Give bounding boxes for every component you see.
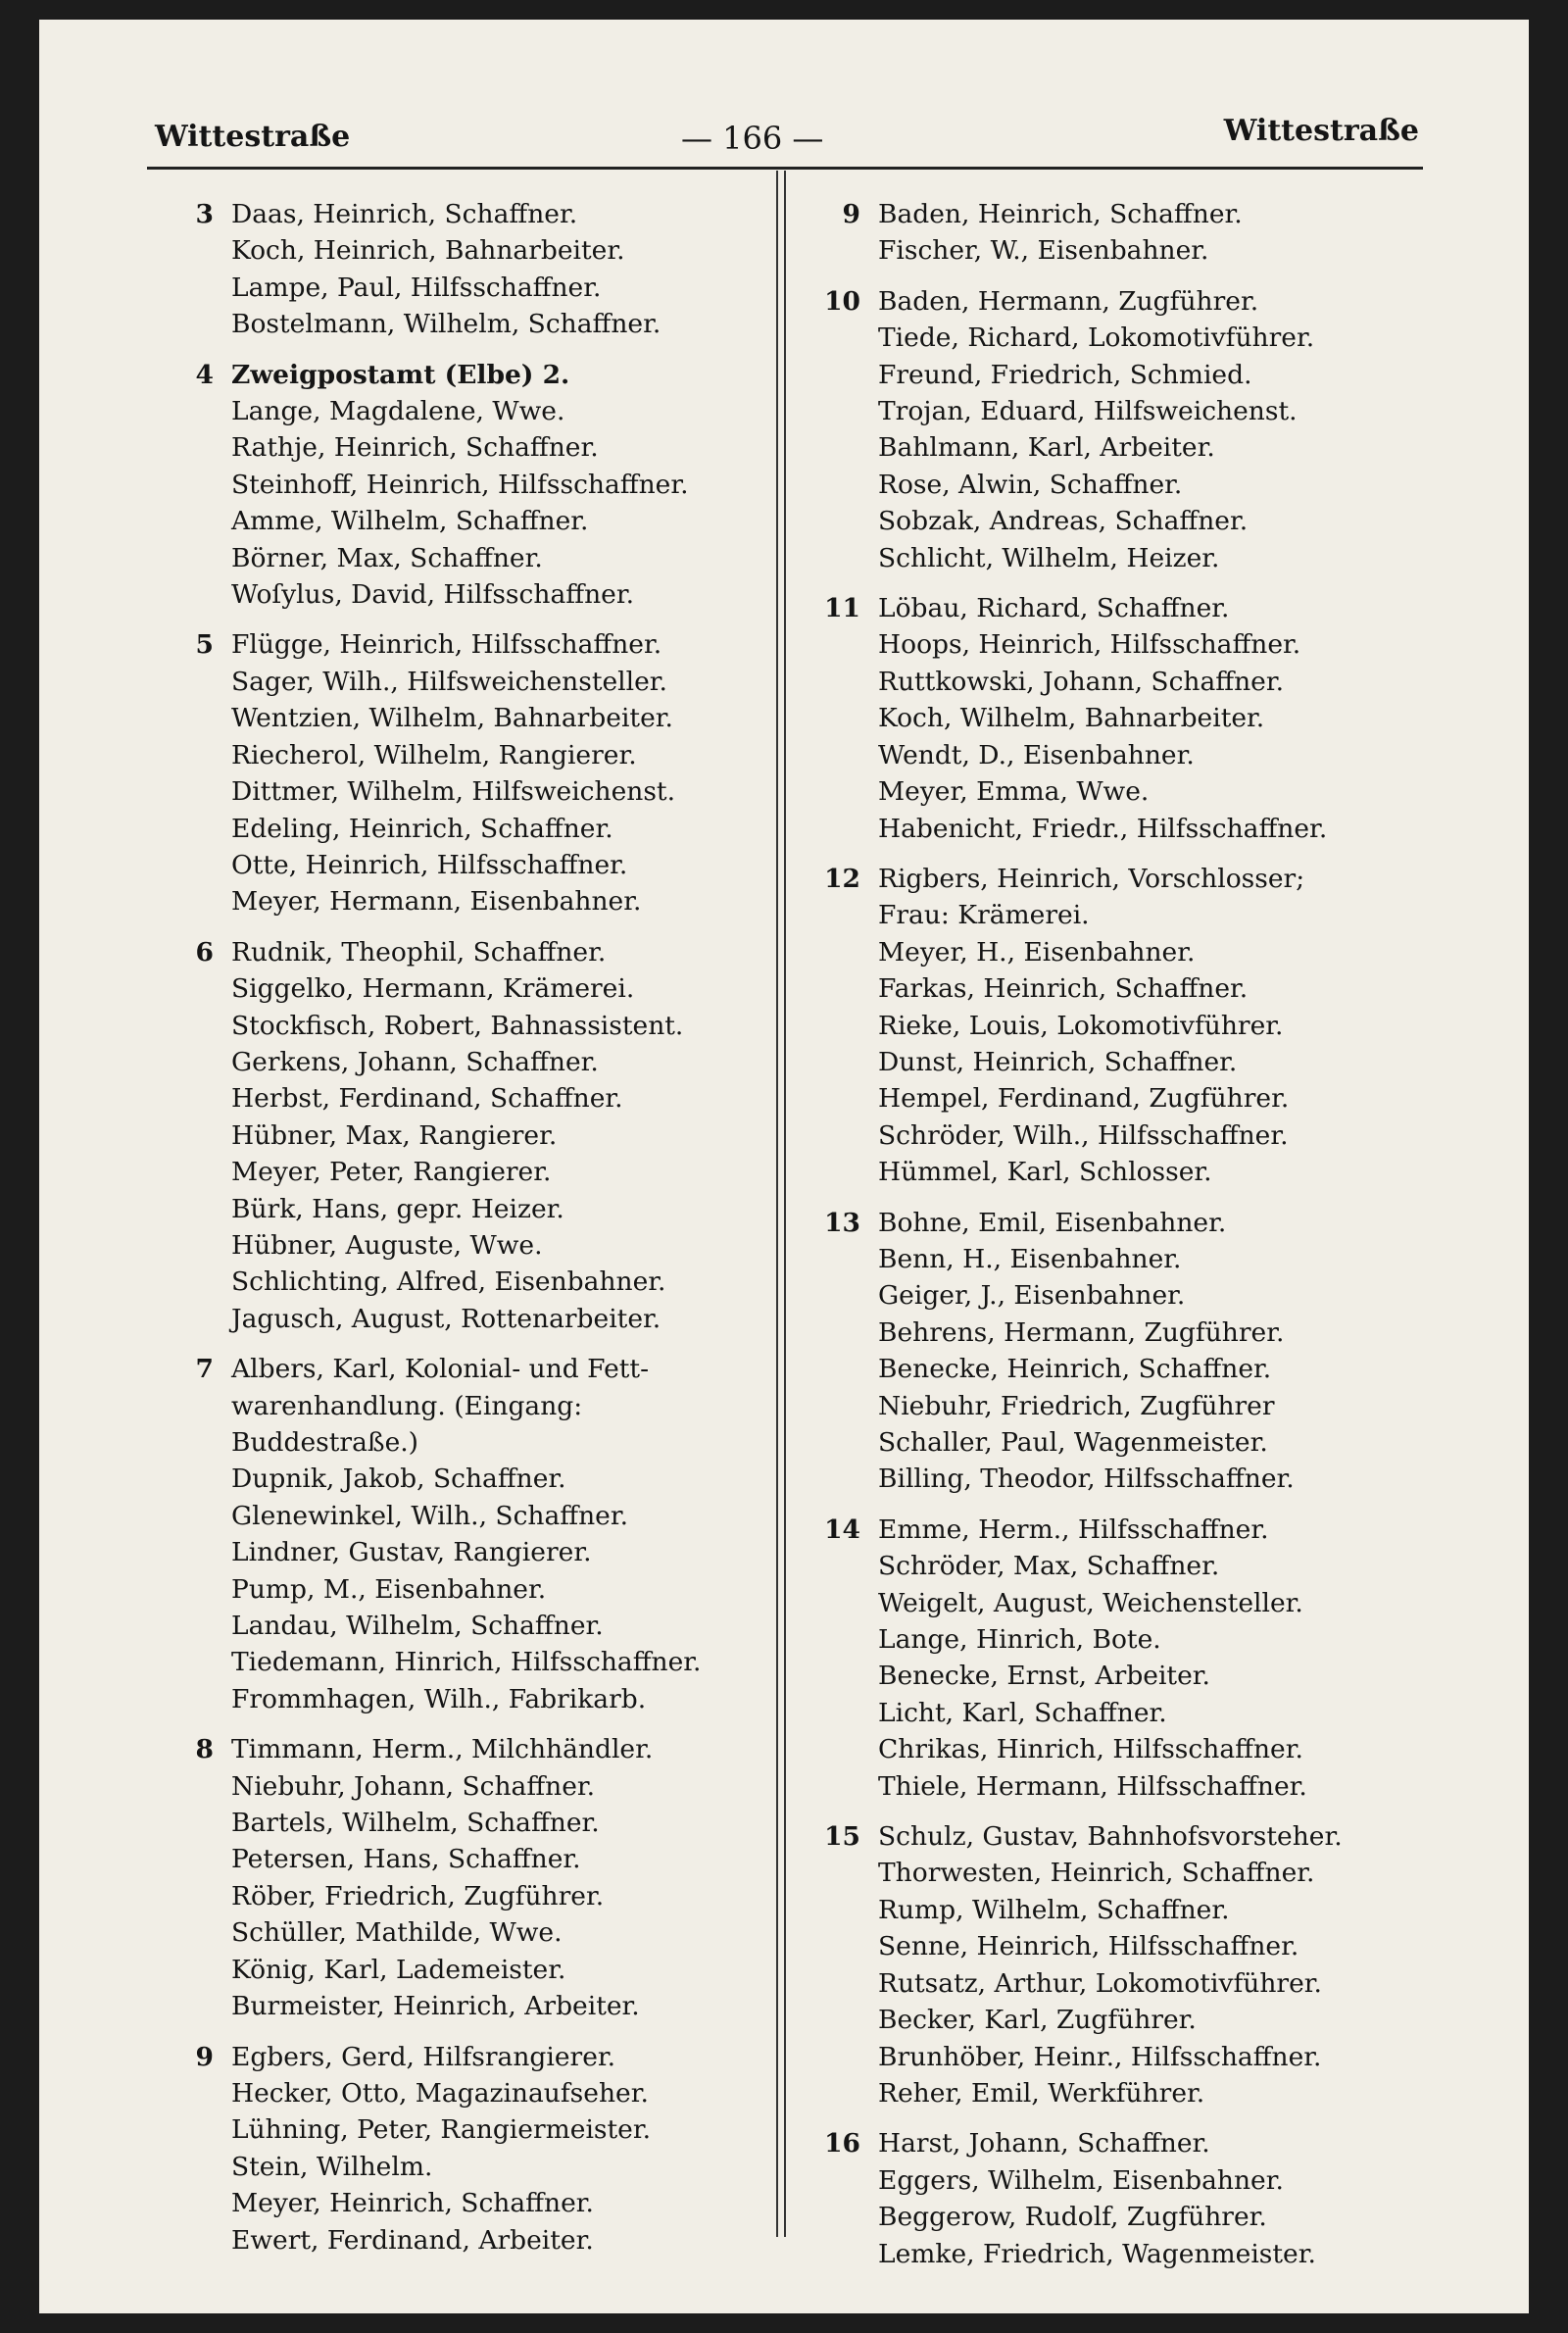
resident-entry xyxy=(821,1117,1448,1154)
resident-text: Schaller, Paul, Wagenmeister. xyxy=(878,1427,1268,1458)
resident-entry xyxy=(821,1731,1448,1767)
resident-text: Geiger, J., Eisenbahner. xyxy=(878,1280,1186,1312)
resident-text: Hübner, Max, Rangierer. xyxy=(231,1119,558,1151)
resident-entry xyxy=(821,2039,1448,2075)
house-number: 9 xyxy=(195,2041,214,2072)
resident-entry xyxy=(174,1301,802,1337)
house-number-block xyxy=(174,934,802,1337)
resident-entry xyxy=(821,811,1448,847)
resident-text: Koch, Heinrich, Bahnarbeiter. xyxy=(231,235,625,267)
house-number: 11 xyxy=(824,593,860,624)
resident-text: Harst, Johann, Schaffner. xyxy=(878,2128,1210,2159)
house-number: 3 xyxy=(195,199,214,229)
resident-entry xyxy=(821,590,1448,626)
resident-text: Bahlmann, Karl, Arbeiter. xyxy=(878,432,1215,464)
resident-text: Tiedemann, Hinrich, Hilfsschaffner. xyxy=(231,1647,702,1678)
resident-entry xyxy=(821,2199,1448,2235)
resident-text: Hempel, Ferdinand, Zugführer. xyxy=(878,1083,1290,1115)
resident-entry xyxy=(174,1461,802,1497)
resident-entry xyxy=(821,357,1448,393)
house-number-block xyxy=(821,2125,1448,2272)
resident-text: Dupnik, Jakob, Schaffner. xyxy=(231,1464,566,1495)
resident-entry xyxy=(821,1424,1448,1461)
resident-text: Thiele, Hermann, Hilfsschaffner. xyxy=(878,1770,1307,1802)
resident-entry xyxy=(821,664,1448,700)
resident-entry xyxy=(821,1241,1448,1277)
resident-entry xyxy=(821,1658,1448,1694)
resident-text: Fischer, W., Eisenbahner. xyxy=(878,235,1209,267)
resident-text: Burmeister, Heinrich, Arbeiter. xyxy=(231,1991,640,2022)
resident-entry xyxy=(821,1512,1448,1548)
resident-text: Rieke, Louis, Lokomotivführer. xyxy=(878,1010,1284,1041)
resident-entry xyxy=(174,196,802,232)
house-number: 6 xyxy=(195,936,214,968)
resident-entry xyxy=(821,1965,1448,2002)
resident-entry xyxy=(821,540,1448,576)
resident-entry xyxy=(174,1571,802,1608)
resident-entry xyxy=(174,1388,802,1424)
resident-text: Meyer, Peter, Rangierer. xyxy=(231,1157,552,1188)
resident-entry xyxy=(821,1351,1448,1387)
resident-entry xyxy=(821,196,1448,232)
resident-entry xyxy=(821,1768,1448,1805)
resident-text: Buddestraße.) xyxy=(231,1427,419,1458)
resident-text: Steinhoff, Heinrich, Hilfsschaffner. xyxy=(231,469,689,500)
resident-entry xyxy=(821,737,1448,773)
resident-text: Meyer, Hermann, Eisenbahner. xyxy=(231,886,642,918)
resident-entry xyxy=(174,1117,802,1154)
resident-entry xyxy=(174,306,802,342)
resident-entry xyxy=(174,1534,802,1570)
resident-text: Sager, Wilh., Hilfsweichensteller. xyxy=(231,666,667,697)
resident-entry xyxy=(821,1621,1448,1658)
house-number: 8 xyxy=(195,1734,214,1765)
house-number: 15 xyxy=(824,1821,860,1853)
resident-text: Schüller, Mathilde, Wwe. xyxy=(231,1917,563,1949)
resident-text: Röber, Friedrich, Zugführer. xyxy=(231,1880,605,1911)
resident-text: König, Karl, Lademeister. xyxy=(231,1954,566,1985)
resident-entry xyxy=(821,2075,1448,2111)
resident-entry xyxy=(174,2185,802,2221)
resident-text: Gerkens, Johann, Schaffner. xyxy=(231,1046,599,1077)
resident-text: Meyer, Emma, Wwe. xyxy=(878,776,1150,808)
resident-entry xyxy=(821,2002,1448,2038)
house-number-block xyxy=(174,1731,802,2024)
right-column xyxy=(821,196,1448,2286)
house-number-block xyxy=(174,196,802,343)
resident-entry xyxy=(821,1080,1448,1117)
page-number: — 166 — xyxy=(681,120,824,157)
resident-text: Senne, Heinrich, Hilfsschaffner. xyxy=(878,1931,1299,1962)
resident-text: Ewert, Ferdinand, Arbeiter. xyxy=(231,2224,594,2256)
house-number-block xyxy=(821,1512,1448,1805)
resident-entry xyxy=(174,970,802,1007)
resident-text: Schulz, Gustav, Bahnhofsvorsteher. xyxy=(878,1821,1343,1853)
resident-entry xyxy=(174,847,802,883)
resident-entry xyxy=(821,1044,1448,1080)
house-number-block xyxy=(821,196,1448,270)
resident-entry xyxy=(174,429,802,466)
resident-text: Löbau, Richard, Schaffner. xyxy=(878,593,1230,624)
resident-entry xyxy=(174,2075,802,2111)
resident-text: Schlichting, Alfred, Eisenbahner. xyxy=(231,1266,666,1298)
resident-text: Schröder, Max, Schaffner. xyxy=(878,1551,1220,1582)
resident-text: Dittmer, Wilhelm, Hilfsweichenst. xyxy=(231,776,675,808)
resident-entry xyxy=(821,393,1448,429)
resident-entry xyxy=(174,1952,802,1988)
resident-entry xyxy=(174,1805,802,1841)
resident-text: Albers, Karl, Kolonial- und Fett- xyxy=(231,1354,650,1385)
resident-text: Beggerow, Rudolf, Zugführer. xyxy=(878,2202,1267,2233)
resident-text: Licht, Karl, Schaffner. xyxy=(878,1697,1167,1728)
resident-text: Glenewinkel, Wilh., Schaffner. xyxy=(231,1500,629,1531)
resident-text: Börner, Max, Schaffner. xyxy=(231,542,543,573)
resident-text: Hübner, Auguste, Wwe. xyxy=(231,1229,543,1261)
resident-entry xyxy=(821,934,1448,970)
resident-text: Benn, H., Eisenbahner. xyxy=(878,1243,1182,1274)
resident-entry xyxy=(174,883,802,919)
house-number-block xyxy=(174,1351,802,1717)
resident-text: Lindner, Gustav, Rangierer. xyxy=(231,1537,592,1568)
resident-text: Reher, Emil, Werkführer. xyxy=(878,2077,1205,2109)
resident-entry xyxy=(174,1154,802,1190)
running-head-left: Wittestraße xyxy=(155,120,351,154)
resident-text: Sobzak, Andreas, Schaffner. xyxy=(878,506,1249,537)
house-number: 12 xyxy=(824,863,860,894)
resident-text: Meyer, H., Eisenbahner. xyxy=(878,936,1196,968)
resident-text: Habenicht, Friedr., Hilfsschaffner. xyxy=(878,813,1328,844)
resident-entry xyxy=(821,1388,1448,1424)
resident-entry xyxy=(174,2149,802,2185)
resident-entry xyxy=(821,1315,1448,1351)
resident-text: Bürk, Hans, gepr. Heizer. xyxy=(231,1193,564,1224)
house-number: 10 xyxy=(824,285,860,317)
house-number-block xyxy=(821,861,1448,1191)
resident-text: Freund, Friedrich, Schmied. xyxy=(878,359,1252,390)
resident-entry xyxy=(174,773,802,810)
house-number: 16 xyxy=(824,2128,860,2159)
resident-entry xyxy=(174,467,802,503)
resident-text: warenhandlung. (Eingang: xyxy=(231,1390,583,1421)
resident-entry xyxy=(821,1154,1448,1190)
resident-text: Rathje, Heinrich, Schaffner. xyxy=(231,432,599,464)
resident-text: Weigelt, August, Weichensteller. xyxy=(878,1587,1303,1618)
house-number-block xyxy=(174,357,802,614)
left-column xyxy=(174,196,802,2272)
resident-text: Herbst, Ferdinand, Schaffner. xyxy=(231,1083,623,1115)
resident-entry xyxy=(821,1855,1448,1891)
resident-text: Chrikas, Hinrich, Hilfsschaffner. xyxy=(878,1734,1303,1765)
resident-text: Pump, M., Eisenbahner. xyxy=(231,1573,547,1605)
resident-text: Stockfisch, Robert, Bahnassistent. xyxy=(231,1010,684,1041)
resident-text: Lange, Hinrich, Bote. xyxy=(878,1624,1161,1656)
resident-text: Brunhöber, Heinr., Hilfsschaffner. xyxy=(878,2041,1322,2072)
resident-entry xyxy=(821,1008,1448,1044)
resident-text: Eggers, Wilhelm, Eisenbahner. xyxy=(878,2164,1284,2196)
resident-entry xyxy=(174,1878,802,1914)
resident-entry xyxy=(174,1731,802,1767)
resident-entry xyxy=(821,232,1448,269)
resident-entry xyxy=(174,1424,802,1461)
resident-text: Rump, Wilhelm, Schaffner. xyxy=(878,1894,1230,1925)
resident-text: Hümmel, Karl, Schlosser. xyxy=(878,1157,1212,1188)
resident-entry xyxy=(174,737,802,773)
resident-text: Lange, Magdalene, Wwe. xyxy=(231,396,565,427)
resident-entry xyxy=(174,811,802,847)
running-head-right: Wittestraße xyxy=(1223,114,1419,148)
resident-text: Bohne, Emil, Eisenbahner. xyxy=(878,1207,1227,1238)
resident-entry xyxy=(174,1227,802,1264)
resident-entry xyxy=(174,700,802,736)
house-number: 5 xyxy=(195,629,214,661)
resident-entry xyxy=(174,626,802,663)
header-rule xyxy=(147,167,1423,170)
resident-entry xyxy=(821,1585,1448,1621)
house-number-block xyxy=(821,283,1448,576)
resident-entry xyxy=(821,1461,1448,1497)
resident-entry xyxy=(821,2125,1448,2161)
resident-text: Koch, Wilhelm, Bahnarbeiter. xyxy=(878,703,1265,734)
resident-entry xyxy=(174,2222,802,2259)
resident-text: Bartels, Wilhelm, Schaffner. xyxy=(231,1808,600,1839)
resident-entry xyxy=(821,626,1448,663)
resident-text: Schlicht, Wilhelm, Heizer. xyxy=(878,542,1220,573)
resident-entry xyxy=(821,467,1448,503)
resident-entry xyxy=(821,1695,1448,1731)
resident-entry xyxy=(174,1988,802,2024)
resident-text: Jagusch, August, Rottenarbeiter. xyxy=(231,1303,662,1334)
resident-entry xyxy=(174,1644,802,1680)
resident-entry xyxy=(174,503,802,539)
resident-entry xyxy=(174,1768,802,1805)
resident-text: Behrens, Hermann, Zugführer. xyxy=(878,1316,1285,1348)
resident-entry xyxy=(821,2236,1448,2272)
resident-entry xyxy=(821,700,1448,736)
resident-text: Rose, Alwin, Schaffner. xyxy=(878,469,1183,500)
resident-text: Dunst, Heinrich, Schaffner. xyxy=(878,1046,1238,1077)
resident-entry xyxy=(174,1264,802,1300)
resident-text: Lühning, Peter, Rangiermeister. xyxy=(231,2114,652,2146)
resident-text: Hecker, Otto, Magazinaufseher. xyxy=(231,2077,649,2109)
house-number: 4 xyxy=(195,359,214,390)
resident-text: Daas, Heinrich, Schaffner. xyxy=(231,199,578,229)
resident-entry xyxy=(174,1841,802,1877)
resident-text: Ruttkowski, Johann, Schaffner. xyxy=(878,666,1285,697)
resident-text: Emme, Herm., Hilfsschaffner. xyxy=(878,1514,1269,1545)
resident-text: Edeling, Heinrich, Schaffner. xyxy=(231,813,613,844)
resident-text: Rutsatz, Arthur, Lokomotivführer. xyxy=(878,1967,1322,1999)
resident-text: Woſylus, David, Hilfsschaffner. xyxy=(231,579,634,611)
resident-text: Bostelmann, Wilhelm, Schaffner. xyxy=(231,309,662,340)
resident-entry xyxy=(174,934,802,970)
resident-text: Becker, Karl, Zugführer. xyxy=(878,2005,1197,2036)
directory-page xyxy=(39,20,1529,2313)
house-number-block xyxy=(174,2039,802,2259)
house-number-block xyxy=(821,590,1448,847)
resident-text: Siggelko, Hermann, Krämerei. xyxy=(231,973,635,1005)
resident-entry xyxy=(174,1681,802,1717)
resident-entry xyxy=(174,2111,802,2148)
resident-entry xyxy=(821,861,1448,897)
resident-text: Niebuhr, Johann, Schaffner. xyxy=(231,1770,596,1802)
resident-text: Riecherol, Wilhelm, Rangierer. xyxy=(231,739,637,770)
resident-text: Landau, Wilhelm, Schaffner. xyxy=(231,1611,604,1642)
resident-entry xyxy=(821,970,1448,1007)
resident-entry xyxy=(821,2162,1448,2199)
resident-text: Rudnik, Theophil, Schaffner. xyxy=(231,936,607,968)
resident-text: Baden, Hermann, Zugführer. xyxy=(878,285,1259,317)
resident-text: Wendt, D., Eisenbahner. xyxy=(878,739,1195,770)
resident-entry xyxy=(821,1205,1448,1241)
resident-text: Meyer, Heinrich, Schaffner. xyxy=(231,2188,594,2219)
resident-text: Egbers, Gerd, Hilfsrangierer. xyxy=(231,2041,616,2072)
resident-entry xyxy=(174,1608,802,1644)
resident-text: Niebuhr, Friedrich, Zugführer xyxy=(878,1390,1275,1421)
house-number-block xyxy=(821,1818,1448,2111)
resident-text: Trojan, Eduard, Hilfsweichenst. xyxy=(878,396,1298,427)
resident-entry xyxy=(174,1191,802,1227)
resident-entry xyxy=(174,232,802,269)
resident-entry xyxy=(821,1277,1448,1314)
house-number-block xyxy=(174,626,802,919)
resident-entry xyxy=(821,1818,1448,1855)
resident-text: Frau: Krämerei. xyxy=(878,900,1090,931)
resident-entry xyxy=(174,357,802,393)
resident-text: Billing, Theodor, Hilfsschaffner. xyxy=(878,1464,1295,1495)
resident-text: Lemke, Friedrich, Wagenmeister. xyxy=(878,2238,1316,2269)
resident-entry xyxy=(174,1044,802,1080)
resident-entry xyxy=(821,897,1448,933)
resident-text: Farkas, Heinrich, Schaffner. xyxy=(878,973,1249,1005)
resident-text: Wentzien, Wilhelm, Bahnarbeiter. xyxy=(231,703,673,734)
resident-entry xyxy=(174,576,802,613)
resident-text: Tiede, Richard, Lokomotivführer. xyxy=(878,323,1315,354)
resident-text: Benecke, Heinrich, Schaffner. xyxy=(878,1354,1272,1385)
resident-text: Otte, Heinrich, Hilfsschaffner. xyxy=(231,849,628,880)
house-number-block xyxy=(821,1205,1448,1498)
resident-text: Schröder, Wilh., Hilfsschaffner. xyxy=(878,1119,1289,1151)
resident-text: Stein, Wilhelm. xyxy=(231,2151,433,2182)
resident-text: Petersen, Hans, Schaffner. xyxy=(231,1844,581,1875)
resident-entry xyxy=(821,1892,1448,1928)
resident-entry xyxy=(174,1080,802,1117)
resident-entry xyxy=(174,2039,802,2075)
resident-entry xyxy=(174,270,802,306)
resident-entry xyxy=(174,664,802,700)
resident-text: Hoops, Heinrich, Hilfsschaffner. xyxy=(878,629,1301,661)
resident-entry xyxy=(821,503,1448,539)
house-number: 14 xyxy=(824,1514,860,1545)
resident-text: Frommhagen, Wilh., Fabrikarb. xyxy=(231,1683,647,1714)
resident-text: Zweigpostamt (Elbe) 2. xyxy=(231,359,570,390)
resident-entry xyxy=(821,283,1448,320)
resident-entry xyxy=(174,1498,802,1534)
house-number: 13 xyxy=(824,1207,860,1238)
resident-entry xyxy=(821,1548,1448,1584)
resident-text: Baden, Heinrich, Schaffner. xyxy=(878,199,1243,229)
resident-text: Benecke, Ernst, Arbeiter. xyxy=(878,1661,1210,1692)
resident-entry xyxy=(821,1928,1448,1964)
resident-entry xyxy=(174,393,802,429)
resident-entry xyxy=(174,540,802,576)
resident-entry xyxy=(821,320,1448,356)
resident-entry xyxy=(821,429,1448,466)
resident-text: Lampe, Paul, Hilfsschaffner. xyxy=(231,272,602,303)
resident-entry xyxy=(174,1914,802,1951)
resident-text: Timmann, Herm., Milchhändler. xyxy=(231,1734,654,1765)
resident-text: Rigbers, Heinrich, Vorschlosser; xyxy=(878,863,1305,894)
resident-entry xyxy=(821,773,1448,810)
resident-text: Flügge, Heinrich, Hilfsschaffner. xyxy=(231,629,662,661)
resident-text: Amme, Wilhelm, Schaffner. xyxy=(231,506,589,537)
resident-entry xyxy=(174,1351,802,1387)
resident-text: Thorwesten, Heinrich, Schaffner. xyxy=(878,1858,1315,1889)
house-number: 9 xyxy=(842,199,860,229)
house-number: 7 xyxy=(195,1354,214,1385)
resident-entry xyxy=(174,1008,802,1044)
